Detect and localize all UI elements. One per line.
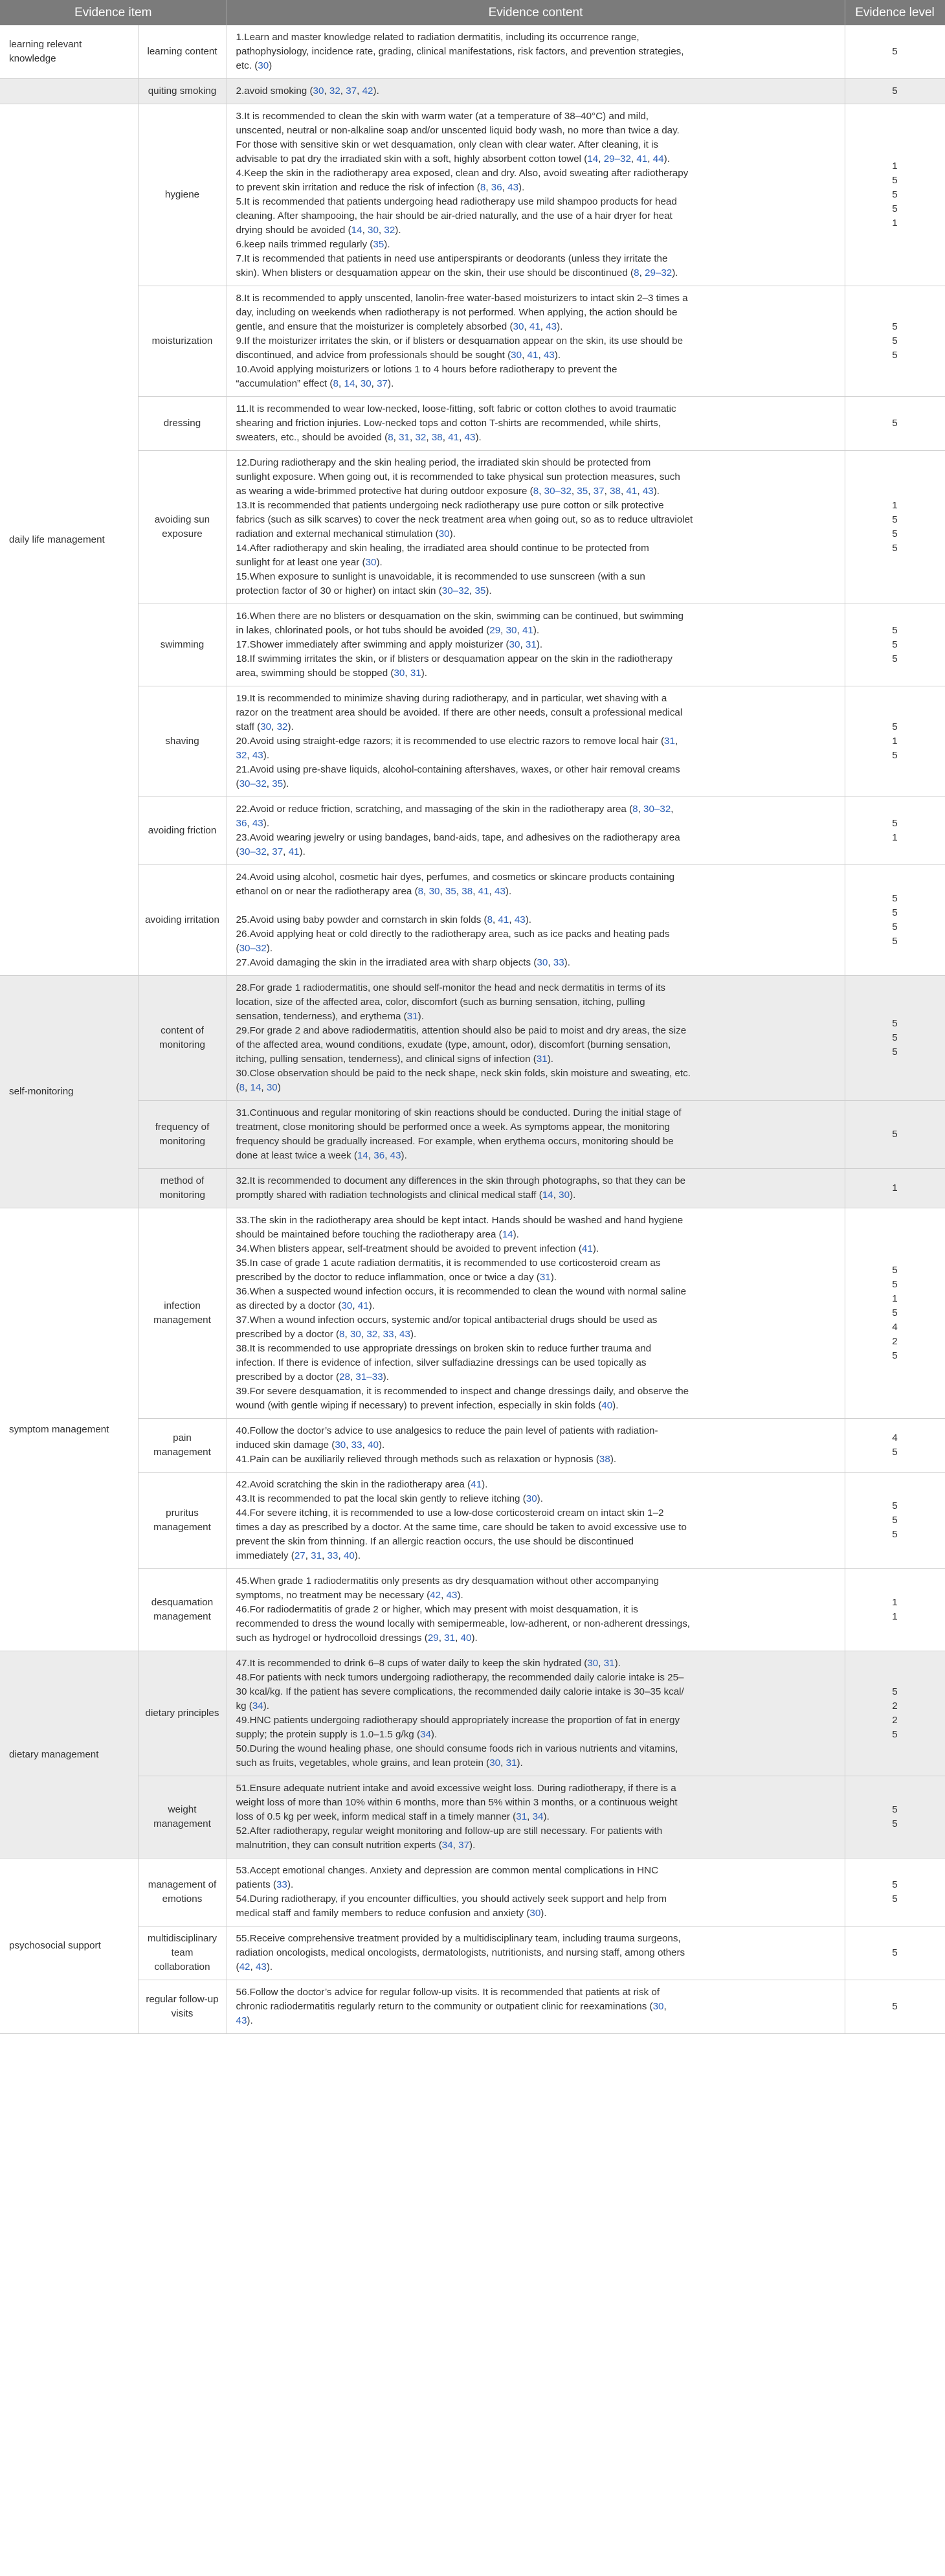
content-line: prescribed by a doctor (28, 31–33). (236, 1372, 389, 1383)
evidence-item-cell: psychosocial support (0, 1859, 138, 2034)
level-value: 5 (892, 1129, 898, 1140)
evidence-level-cell (845, 1208, 945, 1419)
content-line: (30–32). (236, 943, 273, 954)
content-line: 21.Avoid using pre-shave liquids, alcohol-containing aftershaves, waxes, or other hair removal creams (236, 764, 680, 775)
content-line: (42, 43). (236, 1961, 273, 1972)
level-value: 5 (892, 1893, 898, 1904)
evidence-item-cell (0, 79, 138, 104)
content-line: chronic radiodermatitis regularly return to the community or outpatient clinic for reexaminations (30, (236, 2001, 667, 2012)
content-line: loss of 0.5 kg per week, inform medical staff in a timely manner (31, 34). (236, 1811, 550, 1822)
level-value: 5 (892, 321, 898, 332)
content-line: should be maintained before touching the radiotherapy area (14). (236, 1229, 519, 1240)
level-value: 5 (892, 1529, 898, 1540)
content-line: 3.It is recommended to clean the skin with warm water (at a temperature of 38–40°C) and mild, (236, 111, 649, 122)
level-value: 5 (892, 514, 898, 525)
level-value: 5 (892, 625, 898, 636)
content-line: location, size of the affected area, color, discomfort (such as burning sensation, itching, pulling (236, 997, 645, 1008)
evidence-content-cell (227, 1569, 845, 1651)
evidence-level-cell (845, 1569, 945, 1651)
evidence-content-cell (227, 1776, 845, 1859)
content-line: 41.Pain can be auxiliarily relieved through methods such as relaxation or hypnosis (38). (236, 1454, 617, 1465)
level-value: 1 (892, 1293, 898, 1304)
content-line: kg (34). (236, 1700, 270, 1712)
level-value: 5 (892, 189, 898, 200)
content-line: area, swimming should be stopped (30, 31). (236, 668, 428, 679)
content-line: 25.Avoid using baby powder and cornstarch in skin folds (8, 41, 43). (236, 914, 532, 925)
content-line: 24.Avoid using alcohol, cosmetic hair dyes, perfumes, and cosmetics or skincare products containing (236, 872, 675, 883)
content-line: 37.When a wound infection occurs, systemic and/or topical antibacterial drugs should be used as (236, 1315, 658, 1326)
evidence-content-cell (227, 1859, 845, 1926)
level-value: 5 (892, 818, 898, 829)
evidence-level-cell (845, 1419, 945, 1473)
header-evidence-content: Evidence content (227, 0, 845, 25)
content-line: 5.It is recommended that patients undergoing head radiotherapy use mild shampoo products for head (236, 196, 677, 207)
evidence-content-cell (227, 1980, 845, 2034)
content-line: 40.Follow the doctor’s advice to use analgesics to reduce the pain level of patients with radiation- (236, 1425, 658, 1436)
level-value: 5 (892, 893, 898, 904)
content-line: to prevent skin irritation and reduce the risk of infection (8, 36, 43). (236, 182, 525, 193)
content-line: infection. If there is evidence of infection, silver sulfadiazine dressings can be used topically as (236, 1357, 647, 1368)
content-line: 4.Keep the skin in the radiotherapy area exposed, clean and dry. Also, avoid sweating after radiotherapy (236, 168, 689, 179)
level-value: 5 (892, 1447, 898, 1458)
evidence-subitem-cell: pain management (138, 1419, 227, 1473)
evidence-subitem-cell: frequency of monitoring (138, 1101, 227, 1169)
table-row (0, 1859, 945, 1926)
evidence-level-cell (845, 1776, 945, 1859)
evidence-subitem-cell: avoiding sun exposure (138, 451, 227, 604)
content-line: 39.For severe desquamation, it is recommended to inspect and change dressings daily, and observe the (236, 1386, 689, 1397)
content-line: recommended to dress the wound locally with semipermeable, low-adherent, or non-adherent dressings, (236, 1618, 691, 1629)
evidence-level-cell (845, 1473, 945, 1569)
content-line: done at least twice a week (14, 36, 43). (236, 1150, 407, 1161)
header-evidence-item: Evidence item (0, 0, 227, 25)
evidence-level-cell (845, 865, 945, 976)
content-line: 20.Avoid using straight-edge razors; it is recommended to use electric razors to remove local hair (31, (236, 736, 678, 747)
level-value: 5 (892, 46, 898, 57)
table-row (0, 1980, 945, 2034)
content-line: promptly shared with radiation technologists and clinical medical staff (14, 30). (236, 1190, 576, 1201)
content-line: 19.It is recommended to minimize shaving during radiotherapy, and in particular, wet shaving with a (236, 693, 667, 704)
content-line: 30.Close observation should be paid to the neck shape, neck skin folds, skin moisture and sweating, etc. (236, 1068, 691, 1079)
content-line: 36.When a suspected wound infection occurs, it is recommended to clean the wound with normal saline (236, 1286, 687, 1297)
content-line: frequency should be gradually increased. For example, when erythema occurs, monitoring should be (236, 1136, 674, 1147)
content-line: malnutrition, they can consult nutrition experts (34, 37). (236, 1840, 476, 1851)
table-row (0, 865, 945, 976)
content-line: 14.After radiotherapy and skin healing, the irradiated area should continue to be protected from (236, 543, 649, 554)
level-value: 1 (892, 832, 898, 843)
evidence-subitem-cell: avoiding friction (138, 797, 227, 865)
content-line: 34.When blisters appear, self-treatment should be avoided to prevent infection (41). (236, 1243, 599, 1254)
content-line: 13.It is recommended that patients undergoing neck radiotherapy use pure cotton or silk protective (236, 500, 664, 511)
content-line: 45.When grade 1 radiodermatitis only presents as dry desquamation without other accompanying (236, 1576, 659, 1587)
evidence-content-cell (227, 1473, 845, 1569)
level-value: 5 (892, 1515, 898, 1526)
content-line: cleaning. After shampooing, the hair should be air-dried naturally, and the use of a hair dryer for heat (236, 210, 673, 221)
content-line: sunlight for at least one year (30). (236, 557, 383, 568)
evidence-level-cell (845, 976, 945, 1101)
content-line: induced skin damage (30, 33, 40). (236, 1440, 385, 1451)
evidence-content-cell (227, 1169, 845, 1208)
level-value: 5 (892, 653, 898, 664)
level-value: 5 (892, 418, 898, 429)
evidence-content-cell (227, 604, 845, 686)
content-line: 47.It is recommended to drink 6–8 cups of water daily to keep the skin hydrated (30, 31). (236, 1658, 621, 1669)
level-value: 1 (892, 1182, 898, 1193)
content-line: wound (with gentle wiping if necessary) to prevent infection, especially in skin folds (40). (236, 1400, 619, 1411)
content-line: 18.If swimming irritates the skin, or if blisters or desquamation appear on the skin in the radiotherapy (236, 653, 673, 664)
evidence-subitem-cell: learning content (138, 25, 227, 79)
evidence-level-cell (845, 797, 945, 865)
evidence-content-cell (227, 104, 845, 286)
content-line: 7.It is recommended that patients in need use antiperspirants or deodorants (unless they irritate the (236, 253, 668, 264)
evidence-level-cell (845, 1859, 945, 1926)
evidence-item-cell: daily life management (0, 104, 138, 976)
content-line: as wearing a wide-brimmed protective hat during outdoor exposure (8, 30–32, 35, 37, 38, 41, 43). (236, 486, 660, 497)
evidence-content-cell (227, 25, 845, 79)
evidence-content-cell (227, 1101, 845, 1169)
evidence-subitem-cell: pruritus management (138, 1473, 227, 1569)
evidence-subitem-cell: desquamation management (138, 1569, 227, 1651)
table-row (0, 1776, 945, 1859)
content-line: 11.It is recommended to wear low-necked, loose-fitting, soft fabric or cotton clothes to avoid traumatic (236, 403, 676, 414)
content-line: unscented, neutral or non-alkaline soap and/or unscented liquid body wash, no more than twice a day. (236, 125, 680, 136)
evidence-content-cell (227, 451, 845, 604)
table-row (0, 1926, 945, 1980)
content-line: 55.Receive comprehensive treatment provided by a multidisciplinary team, including trauma surgeons, (236, 1933, 681, 1944)
level-value: 4 (892, 1322, 898, 1333)
evidence-level-cell (845, 686, 945, 797)
content-line: sweaters, etc., should be avoided (8, 31, 32, 38, 41, 43). (236, 432, 482, 443)
evidence-subitem-cell: shaving (138, 686, 227, 797)
evidence-content-cell (227, 286, 845, 397)
level-value: 5 (892, 1307, 898, 1318)
content-line: 8.It is recommended to apply unscented, lanolin-free water-based moisturizers to intact skin 2–3 times a (236, 293, 688, 304)
content-line: 52.After radiotherapy, regular weight monitoring and follow-up are still necessary. For patients with (236, 1825, 663, 1836)
level-value: 1 (892, 161, 898, 172)
table-row (0, 1473, 945, 1569)
evidence-subitem-cell: management of emotions (138, 1859, 227, 1926)
level-value: 5 (892, 1279, 898, 1290)
evidence-subitem-cell: multidisciplinary team collaboration (138, 1926, 227, 1980)
content-line: 10.Avoid applying moisturizers or lotions 1 to 4 hours before radiotherapy to prevent the (236, 364, 617, 375)
evidence-subitem-cell: dietary principles (138, 1651, 227, 1776)
evidence-level-cell (845, 1169, 945, 1208)
level-value: 1 (892, 1597, 898, 1608)
level-value: 1 (892, 736, 898, 747)
evidence-content-cell (227, 1208, 845, 1419)
content-line: “accumulation” effect (8, 14, 30, 37). (236, 378, 394, 389)
evidence-item-cell: self-monitoring (0, 976, 138, 1208)
level-value: 5 (892, 907, 898, 918)
evidence-subitem-cell: infection management (138, 1208, 227, 1419)
content-line: as directed by a doctor (30, 41). (236, 1300, 375, 1311)
evidence-subitem-cell: avoiding irritation (138, 865, 227, 976)
evidence-level-cell (845, 104, 945, 286)
level-value: 5 (892, 335, 898, 346)
content-line: sensation, tenderness), and erythema (31). (236, 1011, 424, 1022)
table-row (0, 1169, 945, 1208)
level-value: 5 (892, 639, 898, 650)
content-line: such as fruits, vegetables, whole grains, and lean protein (30, 31). (236, 1757, 523, 1768)
evidence-subitem-cell: content of monitoring (138, 976, 227, 1101)
evidence-level-cell (845, 25, 945, 79)
content-line: 30 kcal/kg. If the patient has severe complications, the recommended daily calorie intake is 30–35 kcal/ (236, 1686, 684, 1697)
level-value: 2 (892, 1715, 898, 1726)
evidence-subitem-cell: method of monitoring (138, 1169, 227, 1208)
level-value: 5 (892, 528, 898, 539)
content-line: 1.Learn and master knowledge related to radiation dermatitis, including its occurrence range, (236, 32, 639, 43)
evidence-level-cell (845, 1980, 945, 2034)
content-line: 53.Accept emotional changes. Anxiety and depression are common mental complications in HNC (236, 1865, 659, 1876)
content-line: 9.If the moisturizer irritates the skin, or if blisters or desquamation appear on the skin, its use should be (236, 335, 684, 346)
level-value: 5 (892, 1046, 898, 1057)
content-line: weight loss of more than 10% within 6 months, more than 5% within 3 months, or a continuous weight (236, 1797, 678, 1808)
evidence-content-cell (227, 797, 845, 865)
table-row (0, 451, 945, 604)
evidence-level-cell (845, 1926, 945, 1980)
content-line: patients (33). (236, 1879, 294, 1890)
table-row (0, 1569, 945, 1651)
content-line: radiation oncologists, medical oncologists, dermatologists, nutritionists, and nursing staff, among others (236, 1947, 685, 1958)
table-row (0, 686, 945, 797)
content-line: 32.It is recommended to document any differences in the skin through photographs, so that they can be (236, 1175, 686, 1186)
evidence-subitem-cell: weight management (138, 1776, 227, 1859)
level-value: 5 (892, 350, 898, 361)
table-body (0, 25, 945, 2034)
content-line: treatment, close monitoring should be performed once a week. As symptoms appear, the monitoring (236, 1122, 670, 1133)
table-row (0, 397, 945, 451)
content-line: times a day as prescribed by a doctor. At the same time, care should be taken to avoid excessive use to (236, 1522, 687, 1533)
content-line: 36, 43). (236, 818, 270, 829)
content-line: (30–32, 35). (236, 778, 289, 789)
content-line: staff (30, 32). (236, 721, 294, 732)
content-line: of the affected area, wound conditions, exudate (type, amount, odor), discomfort (burning sensation, (236, 1039, 671, 1050)
evidence-level-cell (845, 286, 945, 397)
evidence-subitem-cell: hygiene (138, 104, 227, 286)
level-value: 1 (892, 1611, 898, 1622)
content-line: immediately (27, 31, 33, 40). (236, 1550, 361, 1561)
content-line: 44.For severe itching, it is recommended to use a low-dose corticosteroid cream on intact skin 1–2 (236, 1508, 664, 1519)
content-line: 56.Follow the doctor’s advice for regular follow-up visits. It is recommended that patients at risk of (236, 1987, 660, 1998)
content-line: 26.Avoid applying heat or cold directly to the radiotherapy area, such as ice packs and heating pads (236, 929, 670, 940)
content-line: 49.HNC patients undergoing radiotherapy should appropriately increase the proportion of fat in energy (236, 1715, 680, 1726)
content-line: 12.During radiotherapy and the skin healing period, the irradiated skin should be protected from (236, 457, 651, 468)
content-line: 29.For grade 2 and above radiodermatitis, attention should also be paid to moist and dry areas, the size (236, 1025, 687, 1036)
content-line: prescribed by a doctor (8, 30, 32, 33, 43). (236, 1329, 417, 1340)
content-line: 54.During radiotherapy, if you encounter difficulties, you should actively seek support and help from (236, 1893, 667, 1904)
content-line: skin). When blisters or desquamation appear on the skin, their use should be discontinued (8, 29–32). (236, 267, 678, 278)
content-line: day, including on weekends when radiotherapy is not performed. When applying, the action should be (236, 307, 678, 318)
content-line: prevent the skin from thinning. If an allergic reaction occurs, the use should be discontinued (236, 1536, 634, 1547)
content-line: prescribed by the doctor to reduce inflammation, once or twice a day (31). (236, 1272, 557, 1283)
content-line: (30–32, 37, 41). (236, 846, 306, 857)
level-value: 5 (892, 936, 898, 947)
header-evidence-level: Evidence level (845, 0, 945, 25)
content-line: 17.Shower immediately after swimming and apply moisturizer (30, 31). (236, 639, 543, 650)
table-row (0, 604, 945, 686)
level-value: 2 (892, 1700, 898, 1712)
content-line: 48.For patients with neck tumors undergoing radiotherapy, the recommended daily calorie intake is 25– (236, 1672, 684, 1683)
content-line: radiation and external mechanical stimulation (30). (236, 528, 456, 539)
evidence-content-cell (227, 79, 845, 104)
evidence-subitem-cell: swimming (138, 604, 227, 686)
content-line: (8, 14, 30) (236, 1082, 281, 1093)
content-line: 43). (236, 2015, 253, 2026)
content-line: pathophysiology, incidence rate, grading, clinical manifestations, risk factors, and prevention strategies, (236, 46, 684, 57)
content-line: 2.avoid smoking (30, 32, 37, 42). (236, 85, 379, 96)
table-row (0, 286, 945, 397)
content-line: medical staff and family members to reduce confusion and anxiety (30). (236, 1908, 547, 1919)
content-line: symptoms, no treatment may be necessary (42, 43). (236, 1590, 463, 1601)
table-row (0, 1419, 945, 1473)
table-row (0, 1208, 945, 1419)
level-value: 5 (892, 175, 898, 186)
content-line: 28.For grade 1 radiodermatitis, one should self-monitor the head and neck dermatitis in terms of its (236, 982, 666, 993)
content-line: supply; the protein supply is 1.0–1.5 g/kg (34). (236, 1729, 438, 1740)
content-line: 51.Ensure adequate nutrient intake and avoid excessive weight loss. During radiotherapy, if there is a (236, 1783, 676, 1794)
content-line: 31.Continuous and regular monitoring of skin reactions should be conducted. During the initial stage of (236, 1107, 682, 1118)
level-value: 5 (892, 1265, 898, 1276)
level-value: 5 (892, 1947, 898, 1958)
level-value: 2 (892, 1336, 898, 1347)
level-value: 5 (892, 1729, 898, 1740)
content-line (236, 899, 836, 913)
evidence-subitem-cell: quiting smoking (138, 79, 227, 104)
table-row (0, 1651, 945, 1776)
evidence-item-cell: dietary management (0, 1651, 138, 1859)
level-value: 5 (892, 1018, 898, 1029)
content-line: such as hydrogel or hydrocolloid dressings (29, 31, 40). (236, 1633, 478, 1644)
content-line: discontinued, and advice from professionals should be sought (30, 41, 43). (236, 350, 561, 361)
content-line: advisable to pat dry the irradiated skin with a soft, highly absorbent cotton towel (14, 29–32, 41, 44). (236, 153, 670, 164)
content-line: 33.The skin in the radiotherapy area should be kept intact. Hands should be washed and hand hygiene (236, 1215, 684, 1226)
level-value: 5 (892, 1500, 898, 1511)
evidence-subitem-cell: moisturization (138, 286, 227, 397)
content-line: ethanol on or near the radiotherapy area (8, 30, 35, 38, 41, 43). (236, 886, 512, 897)
table-row (0, 797, 945, 865)
content-line: 43.It is recommended to pat the local skin gently to relieve itching (30). (236, 1493, 543, 1504)
content-line: 35.In case of grade 1 acute radiation dermatitis, it is recommended to use corticosteroid cream as (236, 1258, 661, 1269)
evidence-content-cell (227, 1926, 845, 1980)
content-line: 22.Avoid or reduce friction, scratching, and massaging of the skin in the radiotherapy area (8, 30–32, (236, 804, 674, 815)
level-value: 1 (892, 500, 898, 511)
level-value: 5 (892, 1032, 898, 1043)
evidence-subitem-cell: regular follow-up visits (138, 1980, 227, 2034)
evidence-level-cell (845, 397, 945, 451)
content-line: in lakes, chlorinated pools, or hot tubs should be avoided (29, 30, 41). (236, 625, 540, 636)
level-value: 5 (892, 721, 898, 732)
level-value: 5 (892, 1804, 898, 1815)
content-line: 6.keep nails trimmed regularly (35). (236, 239, 390, 250)
content-line: protection factor of 30 or higher) on intact skin (30–32, 35). (236, 585, 492, 596)
evidence-level-cell (845, 604, 945, 686)
evidence-subitem-cell: dressing (138, 397, 227, 451)
evidence-level-cell (845, 1101, 945, 1169)
level-value: 5 (892, 85, 898, 96)
content-line: 23.Avoid wearing jewelry or using bandages, band-aids, tape, and adhesives on the radiotherapy area (236, 832, 680, 843)
evidence-level-cell (845, 1651, 945, 1776)
level-value: 5 (892, 921, 898, 932)
evidence-content-cell (227, 865, 845, 976)
content-line: etc. (30) (236, 60, 272, 71)
table-row (0, 79, 945, 104)
level-value: 5 (892, 1879, 898, 1890)
level-value: 5 (892, 1350, 898, 1361)
evidence-item-cell: symptom management (0, 1208, 138, 1651)
level-value: 5 (892, 1686, 898, 1697)
content-line: itching, pulling sensation, tenderness), and clinical signs of infection (31). (236, 1054, 554, 1065)
content-line: 42.Avoid scratching the skin in the radiotherapy area (41). (236, 1479, 488, 1490)
content-line: shearing and friction injuries. Low-necked tops and cotton T-shirts are recommended, while shirts, (236, 418, 661, 429)
level-value: 5 (892, 750, 898, 761)
level-value: 5 (892, 2001, 898, 2012)
evidence-item-cell: learning relevant knowledge (0, 25, 138, 79)
content-line: 46.For radiodermatitis of grade 2 or higher, which may present with moist desquamation, it is (236, 1604, 638, 1615)
evidence-level-cell (845, 79, 945, 104)
content-line: For those with sensitive skin or wet desquamation, only clean with clear water. After cleaning, it is (236, 139, 659, 150)
content-line: 38.It is recommended to use appropriate dressings on broken skin to reduce further trauma and (236, 1343, 652, 1354)
content-line: fabrics (such as silk scarves) to cover the neck treatment area when going out, so as to reduce ultraviolet (236, 514, 693, 525)
level-value: 5 (892, 1818, 898, 1829)
table-row (0, 976, 945, 1101)
table-row (0, 104, 945, 286)
table-header-row (0, 0, 945, 25)
content-line: drying should be avoided (14, 30, 32). (236, 225, 401, 236)
content-line: gentle, and ensure that the moisturizer is completely absorbed (30, 41, 43). (236, 321, 563, 332)
table-row (0, 25, 945, 79)
content-line: 15.When exposure to sunlight is unavoidable, it is recommended to use sunscreen (with a sun (236, 571, 645, 582)
evidence-content-cell (227, 686, 845, 797)
content-line: 50.During the wound healing phase, one should consume foods rich in various nutrients and vitamins, (236, 1743, 678, 1754)
evidence-content-cell (227, 397, 845, 451)
evidence-content-cell (227, 976, 845, 1101)
evidence-content-cell (227, 1419, 845, 1473)
content-line: sunlight exposure. When going out, it is recommended to take physical sun protection measures, such (236, 471, 680, 482)
level-value: 4 (892, 1432, 898, 1443)
content-line: razor on the treatment area should be avoided. If there are other needs, consult a professional medical (236, 707, 683, 718)
content-line: 32, 43). (236, 750, 270, 761)
content-line: 27.Avoid damaging the skin in the irradiated area with sharp objects (30, 33). (236, 957, 570, 968)
level-value: 5 (892, 543, 898, 554)
evidence-content-cell (227, 1651, 845, 1776)
content-line: 16.When there are no blisters or desquamation on the skin, swimming can be continued, but swimming (236, 611, 684, 622)
table-row (0, 1101, 945, 1169)
evidence-level-cell (845, 451, 945, 604)
level-value: 1 (892, 218, 898, 229)
level-value: 5 (892, 203, 898, 214)
